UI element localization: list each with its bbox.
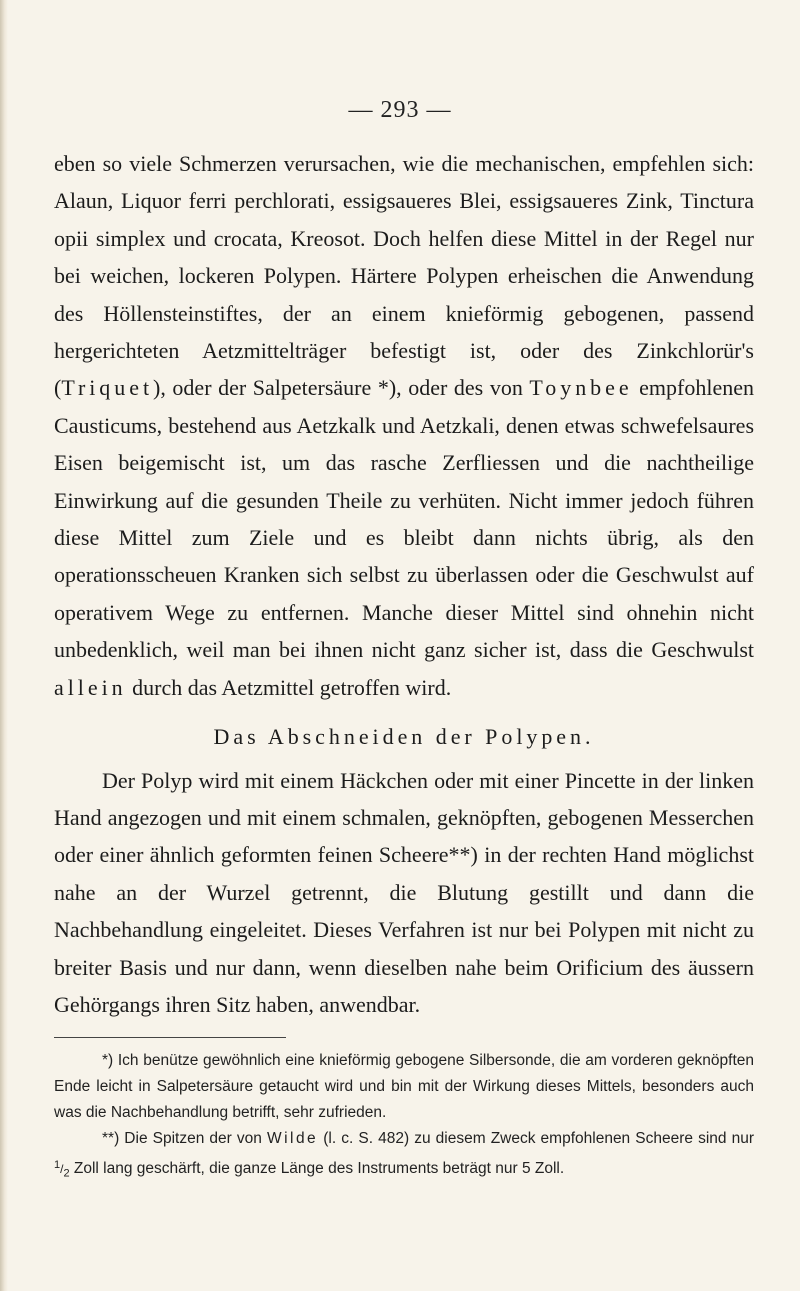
footnote-1: *) Ich benütze gewöhnlich eine knieförmig gebogene Silbersonde, die am vorderen geknöpften Ende leicht in Salpetersäure getaucht wird und bin mit der Wirkung dieses Mittels, besonders auch was die Nachbehandlung betrifft, sehr zufrieden. <box>54 1052 754 1122</box>
paragraph-excision: Der Polyp wird mit einem Häckchen oder mit einer Pincette in der linken Hand angezogen und mit einem schmalen, geknöpften, gebogenen Messerchen oder einer ähnlich geformten feinen Scheere**) in der rechten Hand möglichst nahe an der Wurzel getrennt, die Blutung gestillt und dann die Nachbehandlung eingeleitet. Dieses Verfahren ist nur bei Polypen mit nicht zu breiter Basis und nur dann, wenn dieselben nahe beim Orificium des äussern Gehörgangs ihren Sitz haben, anwendbar. <box>54 767 754 1017</box>
section-heading: Das Abschneiden der Polypen. <box>213 724 595 750</box>
paragraph-caustics-text-b: ), oder der Salpetersäure *), oder des von <box>153 375 530 401</box>
footnote-2-text-b: (l. c. S. 482) zu diesem Zweck empfohlenen Scheere sind nur <box>318 1130 754 1148</box>
page-body <box>54 145 754 1187</box>
paragraph-caustics-text-c: empfohlenen Causticums, bestehend aus Aetzkalk und Aetzkali, denen etwas schwefelsaures Eisen beigemischt ist, um das rasche Zerfliessen und die nachtheilige Einwirkung auf die gesunden Theile zu verhüten. Nicht immer jedoch führen diese Mittel zum Ziele und es bleibt dann nichts übrig, als den operationsscheuen Kranken sich selbst zu überlassen oder die Geschwulst auf operativem Wege zu entfernen. Manche dieser Mittel sind ohnehin nicht unbedenklich, weil man bei ihnen nicht ganz sicher ist, dass die Geschwulst <box>54 375 754 663</box>
paragraph-caustics <box>54 145 754 706</box>
footnote-2 <box>54 1126 754 1186</box>
fraction-half: $^1/_2$ <box>54 1159 70 1180</box>
footnote-2-text-c: Zoll lang geschärft, die ganze Länge des Instruments beträgt nur 5 Zoll. <box>69 1160 565 1178</box>
paragraph-caustics-text-a: eben so viele Schmerzen verursachen, wie die mechanischen, empfehlen sich: Alaun, Liquor ferri perchlorati, essigsaueres Blei, essigsaueres Zink, Tinctura opii simplex und crocata, Kreosot. Doch helfen diese Mittel in der Regel nur bei weichen, lockeren Polypen. Härtere Polypen erheischen die Anwendung des Höllensteinstiftes, der an einem knieförmig gebogenen, passend hergerichteten Aetzmittelträger befestigt ist, oder des Zinkchlorür's ( <box>54 151 754 401</box>
footnote-divider <box>54 1037 286 1038</box>
paragraph-caustics-text-d: durch das Aetzmittel getroffen wird. <box>126 674 452 700</box>
emphasis-allein: allein <box>54 674 127 700</box>
name-triquet: Triquet <box>61 375 154 401</box>
page-number: — 293 — <box>348 97 452 123</box>
fraction-denominator: 2 <box>63 1167 70 1180</box>
name-toynbee: Toynbee <box>529 375 633 401</box>
name-wilde: Wilde <box>266 1130 319 1148</box>
page-edge-shadow <box>0 0 8 1291</box>
footnote-2-text-a: **) Die Spitzen der von <box>102 1130 267 1148</box>
fraction-numerator: 1 <box>54 1159 61 1172</box>
